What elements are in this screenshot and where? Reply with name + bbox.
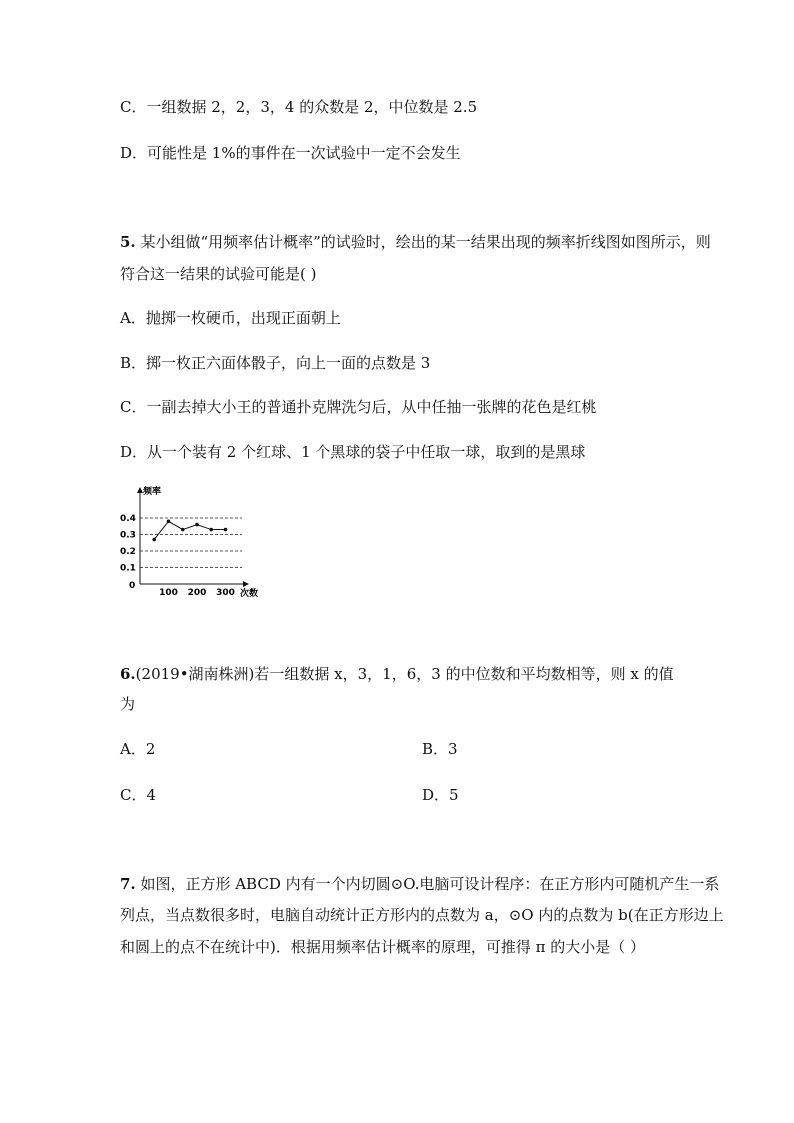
q4-option-d: D．可能性是 1%的事件在一次试验中一定不会发生	[120, 144, 461, 162]
data-point-6	[224, 528, 228, 532]
q6-stem-line2: 为	[120, 695, 136, 713]
q5-number: 5.	[120, 233, 136, 251]
data-point-2	[167, 520, 171, 524]
data-point-3	[181, 528, 185, 532]
frequency-line-chart	[112, 482, 272, 602]
data-point-1	[152, 538, 156, 542]
q6-stem-line1	[120, 664, 674, 684]
x-tick-label-300: 300	[216, 588, 235, 598]
q5-option-a: A．抛掷一枚硬币，出现正面朝上	[120, 309, 341, 327]
q6-option-a: A．2	[120, 740, 156, 758]
q5-option-b: B．掷一枚正六面体骰子，向上一面的点数是 3	[120, 354, 431, 372]
data-point-4	[195, 523, 199, 527]
y-tick-label-0.2: 0.2	[120, 547, 136, 557]
x-tick-label-200: 200	[187, 588, 207, 598]
q5-option-d: D．从一个装有 2 个红球、1 个黑球的袋子中任取一球，取到的是黑球	[120, 443, 586, 461]
q6-option-b: B．3	[422, 740, 458, 758]
y-tick-labels	[120, 514, 136, 574]
q6-option-d: D．5	[422, 786, 459, 804]
series-frequency	[152, 520, 227, 542]
chart-grid	[140, 518, 242, 568]
q5-stem-line1	[120, 232, 711, 252]
y-tick-label-0.3: 0.3	[120, 530, 136, 541]
series-line	[154, 521, 225, 539]
q5-option-c: C．一副去掉大小王的普通扑克牌洗匀后，从中任抽一张牌的花色是红桃	[120, 398, 597, 416]
q7-stem-line1	[120, 874, 719, 894]
x-tick-label-100: 100	[159, 588, 178, 598]
q5-stem-text: 某小组做“用频率估计概率”的试验时，绘出的某一结果出现的频率折线图如图所示，则	[140, 233, 711, 251]
q7-stem-line2: 列点，当点数很多时，电脑自动统计正方形内的点数为 a，⊙O 内的点数为 b(在正方形边上	[120, 906, 724, 924]
y-tick-label-0.1: 0.1	[120, 563, 136, 574]
y-axis-label: 频率	[143, 487, 162, 497]
q6-number: 6.	[120, 665, 136, 683]
x-axis-label: 次数	[240, 589, 259, 599]
q7-stem-text: 如图，正方形 ABCD 内有一个内切圆⊙O.电脑可设计程序：在正方形内可随机产生一系	[140, 875, 720, 893]
q7-stem-line3: 和圆上的点不在统计中)．根据用频率估计概率的原理，可推得 π 的大小是（ ）	[120, 938, 646, 956]
origin-label: 0	[129, 581, 136, 591]
q6-option-c: C．4	[120, 786, 157, 804]
q5-stem-line2: 符合这一结果的试验可能是( )	[120, 265, 317, 283]
x-tick-labels	[159, 588, 235, 598]
y-tick-label-0.4: 0.4	[120, 514, 136, 524]
data-point-5	[209, 528, 213, 532]
q6-stem-text: (2019•湖南株洲)若一组数据 x，3，1，6，3 的中位数和平均数相等，则 x 的值	[135, 665, 674, 683]
q4-option-c: C．一组数据 2，2，3，4 的众数是 2，中位数是 2.5	[120, 98, 478, 116]
q7-number: 7.	[120, 875, 136, 893]
